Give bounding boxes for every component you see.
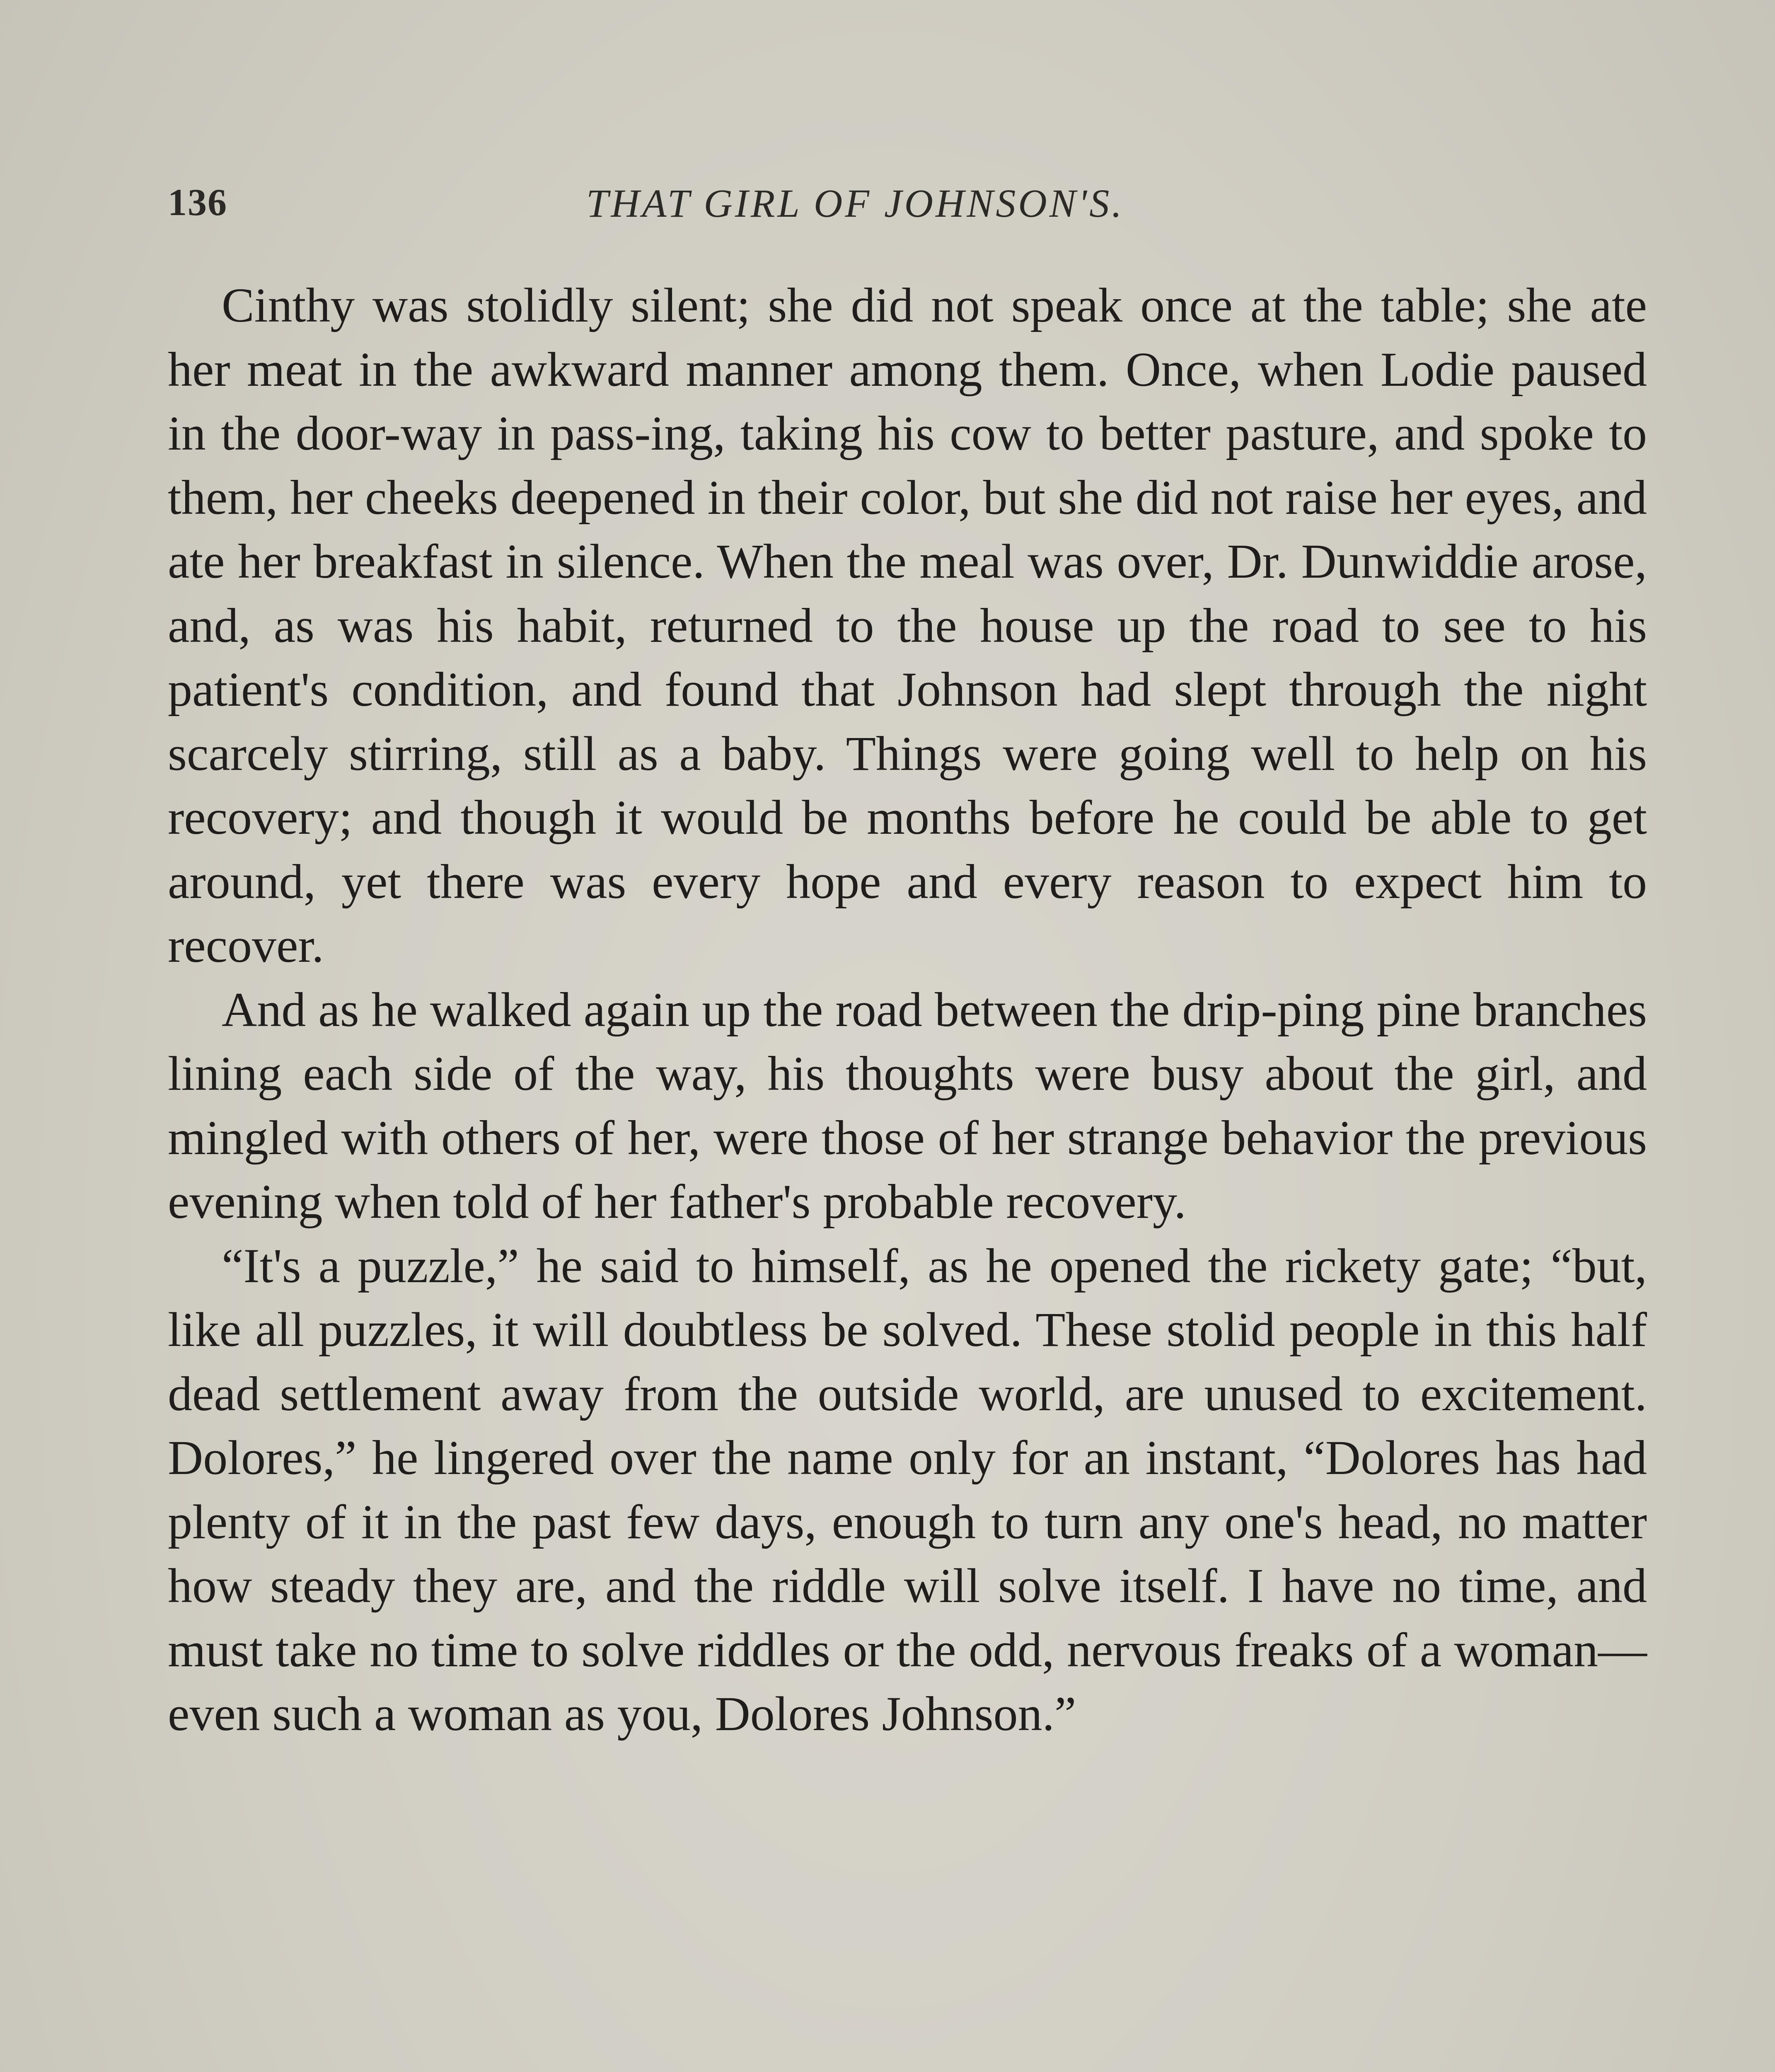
paragraph: “It's a puzzle,” he said to himself, as he opened the rickety gate; “but, like all puzzles, it will doubtless be solved. These stolid people in this half dead settlement away from the outside world, are unused to excitement. Dolores,” he lingered over the name only for an instant, “Dolores has had plenty of it in the past few days, enough to turn any one's head, no matter how steady they are, and the riddle will solve itself. I have no time, and must take no time to solve riddles or the odd, nervous freaks of a woman—even such a woman as you, Dolores Johnson.” — [168, 1238, 1647, 1741]
running-title: THAT GIRL OF JOHNSON'S. — [586, 181, 1124, 225]
running-head — [168, 168, 1651, 242]
page-number: 136 — [168, 181, 227, 223]
paragraph: And as he walked again up the road between the drip-ping pine branches lining each side of the way, his thoughts were busy about the girl, and mingled with others of her, were those of her strange behavior the previous evening when told of her father's probable recovery. — [168, 982, 1647, 1229]
body-text — [168, 274, 1647, 1746]
paragraph: Cinthy was stolidly silent; she did not speak once at the table; she ate her meat in the awkward manner among them. Once, when Lodie paused in the door-way in pass-ing, taking his cow to better pasture, and spoke to them, her cheeks deepened in their color, but she did not raise her eyes, and ate her breakfast in silence. When the meal was over, Dr. Dunwiddie arose, and, as was his habit, returned to the house up the road to see to his patient's condition, and found that Johnson had slept through the night scarcely stirring, still as a baby. Things were going well to help on his recovery; and though it would be months before he could be able to get around, yet there was every hope and every reason to expect him to recover. — [168, 278, 1647, 973]
